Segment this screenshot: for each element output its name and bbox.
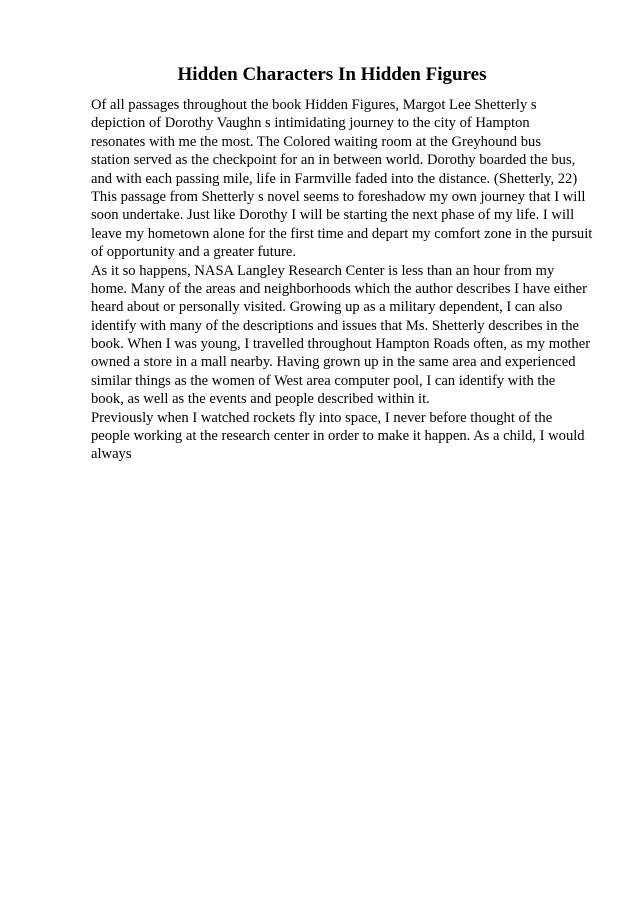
body-line: soon undertake. Just like Dorothy I will be starting the next phase of my life. I will [91,207,575,224]
body-line: resonates with me the most. The Colored waiting room at the Greyhound bus [91,133,542,150]
body-line: book, as well as the events and people described within it. [91,391,430,408]
body-line: Previously when I watched rockets fly into space, I never before thought of the [91,409,553,426]
document-title: Hidden Characters In Hidden Figures [177,64,487,85]
body-line: Of all passages throughout the book Hidden Figures, Margot Lee Shetterly s [91,97,537,113]
body-line: of opportunity and a greater future. [91,244,297,261]
body-line: people working at the research center in order to make it happen. As a child, I would [91,428,585,445]
body-line: As it so happens, NASA Langley Research Center is less than an hour from my [91,262,555,279]
document-body [91,96,611,464]
body-line: station served as the checkpoint for an in between world. Dorothy boarded the bus, [91,152,576,169]
body-line: similar things as the women of West area computer pool, I can identify with the [91,372,556,389]
body-line: identify with many of the descriptions and issues that Ms. Shetterly describes in the [91,317,579,334]
body-line: This passage from Shetterly s novel seems to foreshadow my own journey that I will [91,188,586,205]
body-line: leave my hometown alone for the first time and depart my comfort zone in the pursuit [91,225,593,242]
body-line: owned a store in a mall nearby. Having grown up in the same area and experienced [91,354,576,371]
body-line: and with each passing mile, life in Farmville faded into the distance. (Shetterly, 22) [91,170,578,187]
body-line: depiction of Dorothy Vaughn s intimidating journey to the city of Hampton [91,115,530,132]
body-line: always [91,446,132,463]
body-line: book. When I was young, I travelled throughout Hampton Roads often, as my mother [91,336,591,353]
body-line: heard about or personally visited. Growing up as a military dependent, I can also [91,299,563,316]
body-line: home. Many of the areas and neighborhoods which the author describes I have either [91,280,588,297]
